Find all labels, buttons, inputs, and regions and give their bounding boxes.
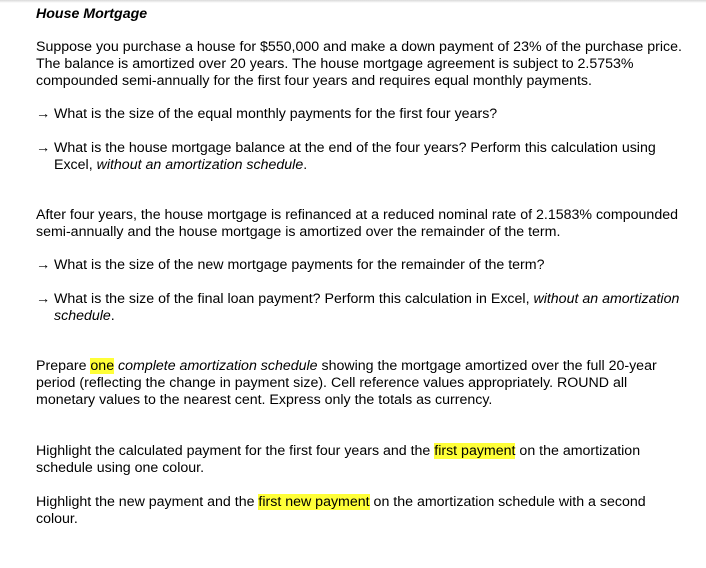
highlight-instruction-1 [36,443,686,477]
highlighted-text: first new payment [258,494,370,510]
prepare-text-rest: showing the mortgage amortized over the full 20-year period (reflecting the change in payment size). Cell reference values appropriately. ROUND all monetary values to the nearest cent. Express only the totals as currency. [36,358,657,408]
arrow-icon: → [36,291,51,307]
question-monthly-payment [36,106,686,123]
instruction-text: Highlight the new payment and the [36,494,259,510]
highlight-instruction-2 [36,494,686,528]
arrow-icon: → [36,140,51,156]
highlighted-text: one [90,358,115,374]
prepare-emphasis: complete amortization schedule [118,358,318,374]
intro-paragraph: Suppose you purchase a house for $550,000 and make a down payment of 23% of the purchase price. The balance is amortized over 20 years. The house mortgage agreement is subject to 2.5753% compounded semi-annually for the first four years and requires equal monthly payments. [36,39,682,89]
question-text: What is the house mortgage balance at the end of the four years? Perform this calculation using Excel, [54,140,656,173]
question-end: . [303,157,308,173]
highlighted-text: first payment [434,443,516,459]
question-text: What is the size of the new mortgage payments for the remainder of the term? [54,257,545,273]
question-text: What is the size of the final loan payment? Perform this calculation in Excel, [54,291,534,307]
document-body [36,6,686,528]
question-balance [36,140,686,174]
prepare-text: Prepare [36,358,91,374]
prepare-paragraph [36,358,686,409]
arrow-icon: → [36,106,51,122]
instruction-text-rest: on the amortization schedule with a second colour. [36,494,646,527]
question-end: . [110,308,115,324]
document-title: House Mortgage [36,6,148,22]
question-text: What is the size of the equal monthly payments for the first four years? [54,106,498,122]
arrow-icon: → [36,257,51,273]
refinance-paragraph: After four years, the house mortgage is refinanced at a reduced nominal rate of 2.1583% compounded semi-annually and the house mortgage is amortized over the remainder of the term. [36,207,678,240]
question-emphasis: without an amortization schedule [96,157,304,173]
instruction-text-rest: on the amortization schedule using one colour. [36,443,641,476]
instruction-text: Highlight the calculated payment for the first four years and the [36,443,435,459]
top-border-shadow [0,0,706,3]
question-new-payment [36,257,686,274]
question-emphasis: without an amortization schedule [54,291,680,324]
question-final-payment [36,291,686,325]
